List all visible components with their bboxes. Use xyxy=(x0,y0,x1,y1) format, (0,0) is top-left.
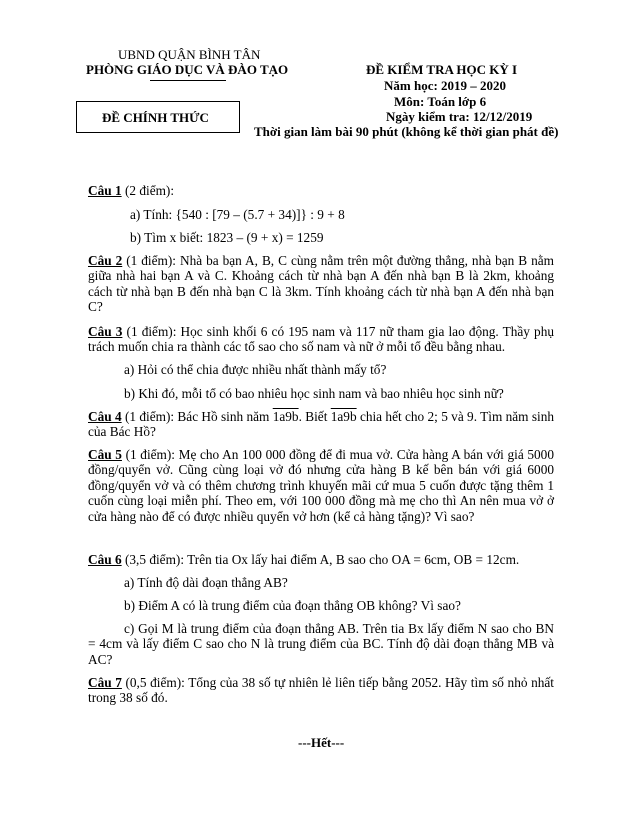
question-6c: c) Gọi M là trung điểm của đoạn thẳng AB. Trên tia Bx lấy điểm N sao cho BN = 4cm và lấy điểm C sao cho N là trung điểm của BC. Tính độ dài đoạn thẳng MB và AC? xyxy=(88,621,554,667)
question-7-label: Câu 7 xyxy=(88,675,122,690)
question-5-label: Câu 5 xyxy=(88,447,122,462)
question-1-points: (2 điểm): xyxy=(121,183,175,198)
question-3-text: (1 điểm): Học sinh khối 6 có 195 nam và 117 nữ tham gia lao động. Thầy phụ trách muốn chia ra thành các tổ sao cho số nam và nữ ở mỗi tổ đều bằng nhau. xyxy=(88,324,554,355)
question-4-year-2: 1a9b xyxy=(330,409,357,424)
question-1b: b) Tìm x biết: 1823 – (9 + x) = 1259 xyxy=(130,230,324,245)
question-6a: a) Tính độ dài đoạn thẳng AB? xyxy=(124,575,288,590)
question-4-text-1: (1 điểm): Bác Hồ sinh năm xyxy=(121,409,273,424)
question-4-text-3: chia hết cho 2; 5 và 9. Tìm năm sinh của Bác Hồ? xyxy=(88,409,555,440)
question-1-label: Câu 1 xyxy=(88,183,122,198)
question-7 xyxy=(88,675,554,706)
question-5 xyxy=(88,447,554,524)
question-4-text-2: . Biết xyxy=(298,409,331,424)
question-7-text: (0,5 điểm): Tổng của 38 số tự nhiên lẻ liên tiếp bằng 2052. Hãy tìm số nhỏ nhất trong 38 số đó. xyxy=(88,675,554,706)
question-3-label: Câu 3 xyxy=(88,324,123,339)
exam-title: ĐỀ KIỂM TRA HỌC KỲ I xyxy=(366,62,518,77)
question-2-label: Câu 2 xyxy=(88,253,123,268)
question-1 xyxy=(88,183,554,198)
exam-duration: Thời gian làm bài 90 phút (không kể thời gian phát đề) xyxy=(254,124,559,139)
question-1a: a) Tính: {540 : [79 – (5.7 + 34)]} : 9 + 8 xyxy=(130,207,345,222)
org-line-2: PHÒNG GIÁO DỤC VÀ ĐÀO TẠO xyxy=(86,62,289,77)
question-4-year-1: 1a9b xyxy=(272,409,299,424)
question-3a: a) Hỏi có thể chia được nhiều nhất thành mấy tổ? xyxy=(124,362,387,377)
question-6-text: (3,5 điểm): Trên tia Ox lấy hai điểm A, B sao cho OA = 6cm, OB = 12cm. xyxy=(121,552,520,567)
question-6-label: Câu 6 xyxy=(88,552,122,567)
question-2 xyxy=(88,253,554,315)
subject: Môn: Toán lớp 6 xyxy=(394,94,487,109)
question-5-text: (1 điểm): Mẹ cho An 100 000 đồng để đi mua vở. Cửa hàng A bán với giá 5000 đồng/quyển vở. Cũng cùng loại vở đó nhưng cửa hàng B kế bên bán với giá 6000 đồng/quyển vở và có thêm chương trình khuyến mãi cứ mua 5 cuốn được tặng thêm 1 cuốn cùng loại miễn phí. Theo em, với 100 000 đồng mà mẹ cho thì An nên mua vở ở cửa hàng nào để có được nhiều quyển vở hơn (kể cả hàng tặng)? Vì sao? xyxy=(88,447,554,524)
question-4-label: Câu 4 xyxy=(88,409,122,424)
end-mark: ---Hết--- xyxy=(298,735,345,750)
official-label: ĐỀ CHÍNH THỨC xyxy=(102,110,209,125)
question-2-text: (1 điểm): Nhà ba bạn A, B, C cùng nằm trên một đường thẳng, nhà bạn B nằm giữa nhà hai bạn A và C. Khoảng cách từ nhà bạn A đến nhà bạn B là 2km, khoảng cách từ nhà bạn B đến nhà bạn C là 3km. Tính khoảng cách từ nhà bạn A đến nhà bạn C? xyxy=(88,253,554,315)
question-3b: b) Khi đó, mỗi tổ có bao nhiêu học sinh nam và bao nhiêu học sinh nữ? xyxy=(124,386,504,401)
org-underline xyxy=(150,80,226,81)
question-3 xyxy=(88,324,554,355)
org-line-1: UBND QUẬN BÌNH TÂN xyxy=(118,47,261,62)
school-year: Năm học: 2019 – 2020 xyxy=(384,78,507,93)
question-6b: b) Điểm A có là trung điểm của đoạn thẳng OB không? Vì sao? xyxy=(124,598,461,613)
question-6 xyxy=(88,552,554,567)
exam-date: Ngày kiểm tra: 12/12/2019 xyxy=(386,109,533,124)
question-4 xyxy=(88,409,554,440)
